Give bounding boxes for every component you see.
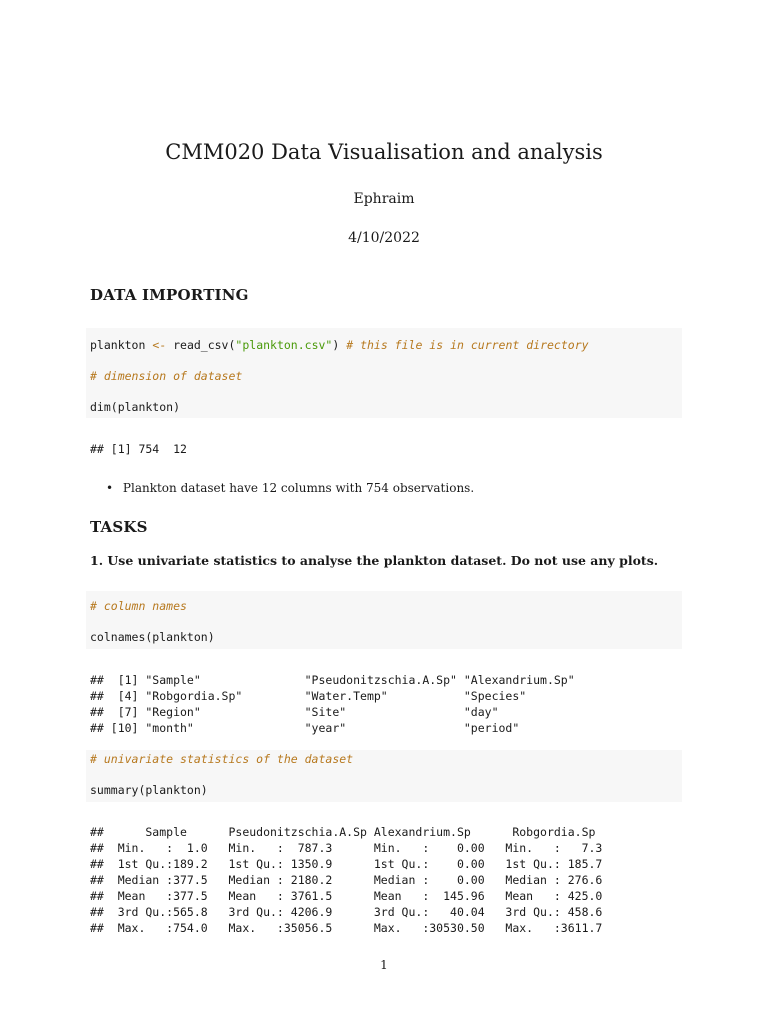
code-comment-dimension: # dimension of dataset (90, 369, 243, 383)
code-block-summary (86, 750, 682, 802)
document-date: 4/10/2022 (348, 230, 420, 246)
output-colnames (90, 672, 575, 736)
code-string: "plankton.csv" (235, 338, 333, 352)
output-line: ## 1st Qu.:189.2 1st Qu.: 1350.9 1st Qu.: 0.00 1st Qu.: 185.7 (90, 857, 603, 871)
code-block-import (86, 328, 682, 418)
code-line-read-csv (90, 337, 589, 353)
code-block-colnames (86, 591, 682, 649)
output-line: ## 3rd Qu.:565.8 3rd Qu.: 4206.9 3rd Qu.: 40.04 3rd Qu.: 458.6 (90, 905, 603, 919)
output-line: ## [7] "Region" "Site" "day" (90, 705, 499, 719)
output-line: ## Median :377.5 Median : 2180.2 Median : 0.00 Median : 276.6 (90, 873, 603, 887)
output-line: ## [1] "Sample" "Pseudonitzschia.A.Sp" "Alexandrium.Sp" (90, 673, 575, 687)
output-line: ## [10] "month" "year" "period" (90, 721, 520, 735)
code-line-colnames: colnames(plankton) (90, 630, 215, 644)
list-item (106, 481, 474, 495)
code-comment-column-names: # column names (90, 599, 187, 613)
heading-data-importing: DATA IMPORTING (90, 286, 249, 304)
output-line: ## Sample Pseudonitzschia.A.Sp Alexandrium.Sp Robgordia.Sp (90, 825, 596, 839)
code-function-call: read_csv( (166, 338, 236, 352)
output-line: ## Mean :377.5 Mean : 3761.5 Mean : 145.96 Mean : 425.0 (90, 889, 603, 903)
output-line: ## Max. :754.0 Max. :35056.5 Max. :30530.50 Max. :3611.7 (90, 921, 603, 935)
bullet-icon: • (106, 481, 114, 495)
code-line-dim: dim(plankton) (90, 400, 181, 414)
code-variable: plankton (90, 338, 153, 352)
page-number: 1 (380, 958, 388, 972)
output-summary (90, 824, 602, 936)
task-1-text: 1. Use univariate statistics to analyse the plankton dataset. Do not use any plots. (90, 553, 659, 568)
output-line: ## Min. : 1.0 Min. : 787.3 Min. : 0.00 Min. : 7.3 (90, 841, 603, 855)
code-assign-operator: <- (152, 338, 167, 352)
output-line: ## [4] "Robgordia.Sp" "Water.Temp" "Species" (90, 689, 527, 703)
code-comment: # this file is in current directory (346, 338, 589, 352)
code-paren: ) (332, 338, 347, 352)
code-line-summary: summary(plankton) (90, 783, 208, 797)
document-author: Ephraim (353, 191, 415, 207)
output-dim: ## [1] 754 12 (90, 442, 187, 456)
heading-tasks: TASKS (90, 518, 148, 536)
document-title: CMM020 Data Visualisation and analysis (165, 140, 603, 164)
bullet-text: Plankton dataset have 12 columns with 754 observations. (122, 481, 475, 495)
code-comment-univariate: # univariate statistics of the dataset (90, 752, 354, 766)
